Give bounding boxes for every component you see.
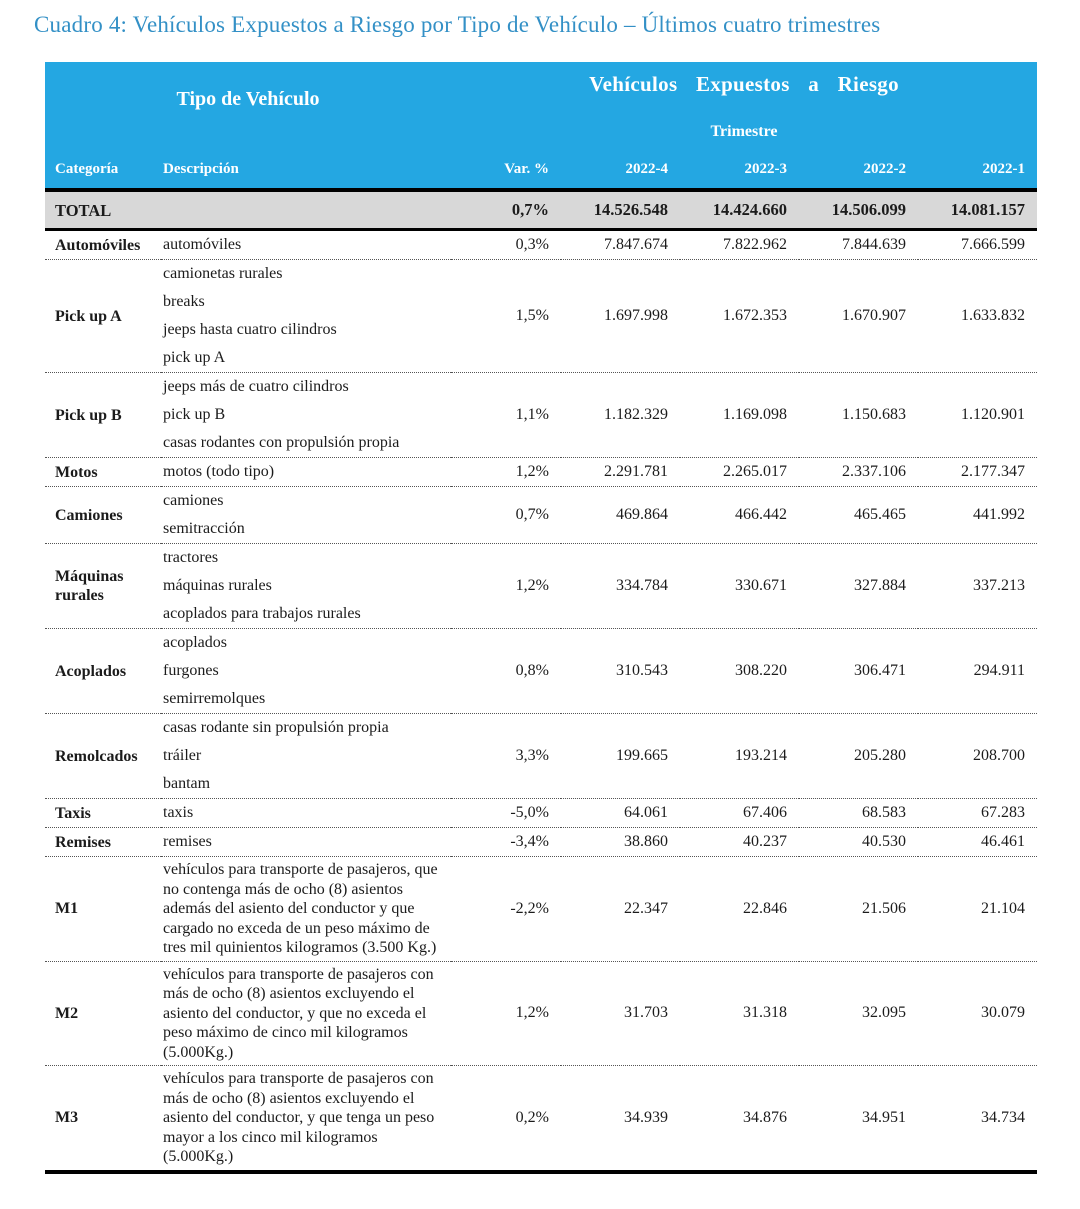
- table-row: [45, 487, 1037, 544]
- q-2022-3-cell: 308.220: [680, 629, 799, 714]
- q-2022-1-cell: 294.911: [918, 629, 1037, 714]
- q-2022-1-cell: 337.213: [918, 544, 1037, 629]
- description-item: furgones: [163, 662, 219, 679]
- category-cell: Pick up B: [45, 373, 161, 458]
- q-2022-4-cell: 199.665: [561, 714, 680, 799]
- table-row: [45, 799, 1037, 828]
- description-cell: [161, 629, 451, 714]
- description-item: bantam: [163, 775, 211, 792]
- q-2022-4-cell: 22.347: [561, 857, 680, 962]
- table-row: [45, 1066, 1037, 1172]
- q-2022-4-cell: 310.543: [561, 629, 680, 714]
- table-row: [45, 544, 1037, 629]
- column-header-2022-4: 2022-4: [561, 150, 680, 190]
- description-item: pick up B: [163, 406, 226, 423]
- description-item: breaks: [163, 293, 205, 310]
- description-cell: [161, 544, 451, 629]
- table-row: [45, 230, 1037, 260]
- description-cell: [161, 260, 451, 373]
- q-2022-2-cell: 327.884: [799, 544, 918, 629]
- total-2022-2-cell: 14.506.099: [799, 190, 918, 230]
- q-2022-2-cell: 1.670.907: [799, 260, 918, 373]
- description-paragraph: vehículos para transporte de pasajeros, que no contenga más de ocho (8) asientos además del asiento del conductor y que cargado no exceda de un peso máximo de tres mil quinientos kilogramos (3.500 Kg.): [163, 861, 438, 956]
- q-2022-3-cell: 1.169.098: [680, 373, 799, 458]
- page: [0, 12, 1080, 1174]
- category-cell: Motos: [45, 458, 161, 487]
- q-2022-3-cell: 1.672.353: [680, 260, 799, 373]
- description-item: camiones: [163, 492, 224, 509]
- q-2022-4-cell: 2.291.781: [561, 458, 680, 487]
- description-cell: [161, 961, 451, 1066]
- table-row: [45, 373, 1037, 458]
- q-2022-2-cell: 205.280: [799, 714, 918, 799]
- description-paragraph: vehículos para transporte de pasajeros con más de ocho (8) asientos excluyendo el asiento del conductor, y que tenga un peso mayor a los cinco mil kilogramos (5.000Kg.): [163, 1070, 435, 1165]
- q-2022-4-cell: 469.864: [561, 487, 680, 544]
- var-cell: 0,3%: [451, 230, 561, 260]
- description-item: remises: [163, 833, 212, 850]
- description-item: camionetas rurales: [163, 265, 283, 282]
- q-2022-1-cell: 1.120.901: [918, 373, 1037, 458]
- category-cell: M1: [45, 857, 161, 962]
- var-cell: 0,2%: [515, 1108, 549, 1126]
- description-cell: [161, 373, 451, 458]
- table-row: [45, 857, 1037, 962]
- description-item: pick up A: [163, 349, 226, 366]
- table-row: [45, 961, 1037, 1066]
- description-item: jeeps hasta cuatro cilindros: [163, 321, 337, 338]
- description-item: jeeps más de cuatro cilindros: [163, 378, 349, 395]
- header-group-row: [45, 62, 1037, 114]
- q-2022-2-cell: 32.095: [799, 961, 918, 1066]
- q-2022-3-cell: 330.671: [680, 544, 799, 629]
- table-row: [45, 629, 1037, 714]
- column-header-2022-1: 2022-1: [918, 150, 1037, 190]
- q-2022-1-cell: 2.177.347: [918, 458, 1037, 487]
- q-2022-1-cell: 208.700: [918, 714, 1037, 799]
- category-cell: Remolcados: [45, 714, 161, 799]
- description-item: semirremolques: [163, 690, 266, 707]
- q-2022-2-cell: 68.583: [799, 799, 918, 828]
- header-vehiculos-expuestos-a-riesgo: Vehículos Expuestos a Riesgo: [451, 62, 1037, 114]
- total-var-cell: 0,7%: [451, 190, 561, 230]
- q-2022-4-cell: 31.703: [561, 961, 680, 1066]
- q-2022-3-cell: 31.318: [680, 961, 799, 1066]
- category-cell: Pick up A: [45, 260, 161, 373]
- total-2022-4-cell: 14.526.548: [561, 190, 680, 230]
- description-item: motos (todo tipo): [163, 463, 275, 480]
- description-item: automóviles: [163, 236, 242, 253]
- header-trimestre: Trimestre: [451, 114, 1037, 150]
- var-cell: 1,2%: [451, 961, 561, 1066]
- description-cell: [161, 828, 451, 857]
- q-2022-2-cell: 34.951: [862, 1108, 906, 1126]
- table-row: [45, 260, 1037, 373]
- category-cell: M2: [45, 961, 161, 1066]
- description-item: tráiler: [163, 747, 202, 764]
- page-title: Cuadro 4: Vehículos Expuestos a Riesgo por Tipo de Vehículo – Últimos cuatro trimestres: [34, 12, 881, 37]
- q-2022-2-cell: 7.844.639: [799, 230, 918, 260]
- q-2022-1-cell: 21.104: [918, 857, 1037, 962]
- column-header-categoria: Categoría: [45, 150, 161, 190]
- category-cell: Automóviles: [45, 230, 161, 260]
- var-cell: 0,8%: [451, 629, 561, 714]
- vehicles-exposed-table: [45, 62, 1037, 1174]
- table-body: [45, 190, 1037, 1172]
- column-header-2022-3: 2022-3: [680, 150, 799, 190]
- q-2022-3-cell: 22.846: [680, 857, 799, 962]
- category-cell: Acoplados: [45, 629, 161, 714]
- q-2022-3-cell: 67.406: [680, 799, 799, 828]
- var-cell: -3,4%: [451, 828, 561, 857]
- category-cell: M3: [55, 1109, 79, 1127]
- q-2022-3-cell: 2.265.017: [680, 458, 799, 487]
- category-cell: Camiones: [45, 487, 161, 544]
- header-columns-row: [45, 150, 1037, 190]
- description-paragraph: vehículos para transporte de pasajeros con más de ocho (8) asientos excluyendo el asiento del conductor, y que no exceda el peso máximo de cinco mil kilogramos (5.000Kg.): [163, 965, 434, 1061]
- description-cell: [161, 230, 451, 260]
- description-item: casas rodante sin propulsión propia: [163, 719, 389, 736]
- category-cell: Máquinas rurales: [45, 544, 161, 629]
- table-row: [45, 828, 1037, 857]
- q-2022-4-cell: 38.860: [561, 828, 680, 857]
- q-2022-4-cell: 34.939: [624, 1108, 668, 1126]
- q-2022-2-cell: 40.530: [799, 828, 918, 857]
- q-2022-2-cell: 306.471: [799, 629, 918, 714]
- q-2022-1-cell: 1.633.832: [918, 260, 1037, 373]
- q-2022-1-cell: 441.992: [918, 487, 1037, 544]
- var-cell: 1,1%: [451, 373, 561, 458]
- column-header-descripcion: Descripción: [161, 150, 451, 190]
- column-header-var: Var. %: [451, 150, 561, 190]
- category-cell: Taxis: [45, 799, 161, 828]
- description-cell: [161, 799, 451, 828]
- q-2022-3-cell: 7.822.962: [680, 230, 799, 260]
- q-2022-3-cell: 40.237: [680, 828, 799, 857]
- q-2022-4-cell: 334.784: [561, 544, 680, 629]
- description-item: casas rodantes con propulsión propia: [163, 434, 400, 451]
- q-2022-3-cell: 193.214: [680, 714, 799, 799]
- description-item: taxis: [163, 804, 194, 821]
- q-2022-4-cell: 1.697.998: [561, 260, 680, 373]
- q-2022-2-cell: 2.337.106: [799, 458, 918, 487]
- var-cell: -2,2%: [451, 857, 561, 962]
- description-cell: [161, 857, 451, 962]
- table-row: [45, 714, 1037, 799]
- q-2022-2-cell: 21.506: [799, 857, 918, 962]
- header-tipo-de-vehiculo: Tipo de Vehículo: [45, 62, 451, 150]
- description-cell: [161, 487, 451, 544]
- q-2022-1-cell: 7.666.599: [918, 230, 1037, 260]
- description-cell: [161, 714, 451, 799]
- total-label: TOTAL: [45, 190, 451, 230]
- q-2022-3-cell: 466.442: [680, 487, 799, 544]
- q-2022-2-cell: 1.150.683: [799, 373, 918, 458]
- description-cell: [161, 1066, 451, 1172]
- table-row: [45, 458, 1037, 487]
- column-header-2022-2: 2022-2: [799, 150, 918, 190]
- description-cell: [161, 458, 451, 487]
- total-2022-1-cell: 14.081.157: [918, 190, 1037, 230]
- var-cell: 0,7%: [451, 487, 561, 544]
- var-cell: -5,0%: [451, 799, 561, 828]
- description-item: máquinas rurales: [163, 577, 272, 594]
- total-row: [45, 190, 1037, 230]
- q-2022-1-cell: 34.734: [981, 1108, 1026, 1126]
- q-2022-1-cell: 30.079: [918, 961, 1037, 1066]
- q-2022-4-cell: 7.847.674: [561, 230, 680, 260]
- description-item: acoplados para trabajos rurales: [163, 605, 361, 622]
- q-2022-4-cell: 1.182.329: [561, 373, 680, 458]
- q-2022-1-cell: 46.461: [918, 828, 1037, 857]
- total-2022-3-cell: 14.424.660: [680, 190, 799, 230]
- q-2022-4-cell: 64.061: [561, 799, 680, 828]
- var-cell: 1,2%: [451, 458, 561, 487]
- description-item: tractores: [163, 549, 219, 566]
- q-2022-1-cell: 67.283: [918, 799, 1037, 828]
- q-2022-2-cell: 465.465: [799, 487, 918, 544]
- var-cell: 1,5%: [451, 260, 561, 373]
- var-cell: 1,2%: [451, 544, 561, 629]
- var-cell: 3,3%: [451, 714, 561, 799]
- category-cell: Remises: [45, 828, 161, 857]
- description-item: semitracción: [163, 520, 245, 537]
- table-header: [45, 62, 1037, 190]
- q-2022-3-cell: 34.876: [743, 1108, 787, 1126]
- description-item: acoplados: [163, 634, 227, 651]
